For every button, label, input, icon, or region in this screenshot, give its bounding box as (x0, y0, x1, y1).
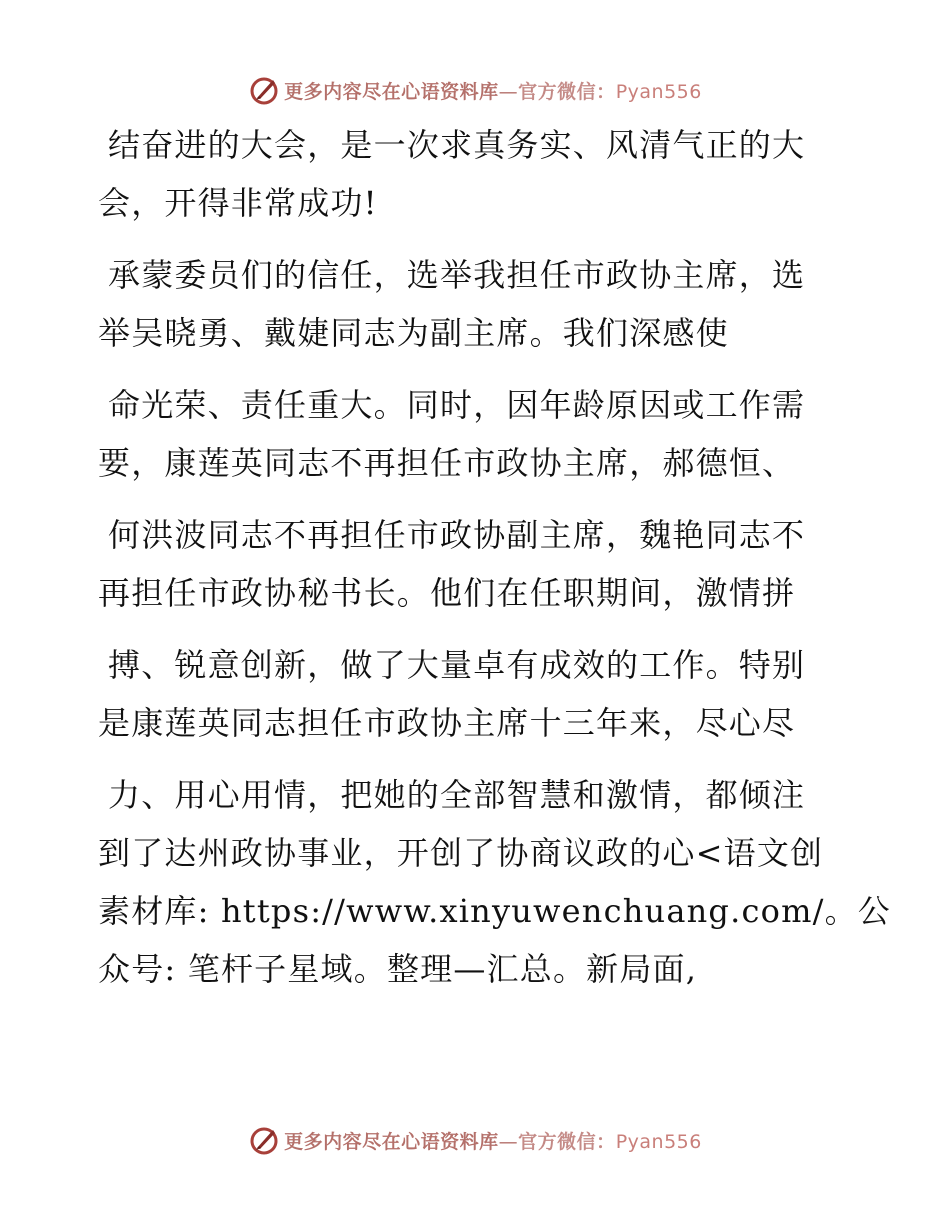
header-wechat-label: 官方微信： (518, 80, 616, 103)
paragraph (98, 116, 838, 232)
text-line: 何洪波同志不再担任市政协副主席，魏艳同志不 (108, 516, 806, 554)
footer-banner (0, 1120, 950, 1160)
quill-logo-icon (248, 74, 280, 106)
footer-separator: — (498, 1130, 519, 1153)
footer-wechat-id: Pyan556 (615, 1130, 702, 1153)
text-line: 承蒙委员们的信任，选举我担任市政协主席，选 (108, 256, 806, 294)
text-line: 再担任市政协秘书长。他们在任职期间，激情拼 (98, 574, 796, 612)
paragraph (98, 636, 838, 752)
text-line: 搏、锐意创新，做了大量卓有成效的工作。特别 (108, 646, 806, 684)
text-line: 素材库: https://www.xinyuwenchuang.com/。公 (98, 892, 891, 930)
footer-banner-text (284, 1127, 702, 1154)
paragraph (98, 506, 838, 622)
text-line: 要，康莲英同志不再担任市政协主席，郝德恒、 (98, 444, 796, 482)
text-line: 到了达州政协事业，开创了协商议政的心<语文创 (98, 834, 824, 872)
text-line: 众号: 笔杆子星域。整理—汇总。新局面, (98, 950, 698, 988)
header-banner-text (284, 77, 702, 104)
paragraph (98, 246, 838, 362)
text-line: 举吴晓勇、戴婕同志为副主席。我们深感使 (98, 314, 729, 352)
quill-logo-icon (248, 1124, 280, 1156)
text-line: 是康莲英同志担任市政协主席十三年来，尽心尽 (98, 704, 796, 742)
text-line: 命光荣、责任重大。同时，因年龄原因或工作需 (108, 386, 806, 424)
text-line: 会，开得非常成功! (98, 184, 378, 222)
header-banner (0, 70, 950, 110)
header-wechat-id: Pyan556 (615, 80, 702, 103)
footer-wechat-label: 官方微信： (518, 1130, 616, 1153)
header-separator: — (498, 80, 519, 103)
footer-site-name: 更多内容尽在心语资料库 (284, 1130, 499, 1153)
header-site-name: 更多内容尽在心语资料库 (284, 80, 499, 103)
text-line: 结奋进的大会，是一次求真务实、风清气正的大 (108, 126, 806, 164)
paragraph (98, 766, 891, 998)
document-body (98, 116, 891, 998)
paragraph (98, 376, 838, 492)
text-line: 力、用心用情，把她的全部智慧和激情，都倾注 (108, 776, 806, 814)
